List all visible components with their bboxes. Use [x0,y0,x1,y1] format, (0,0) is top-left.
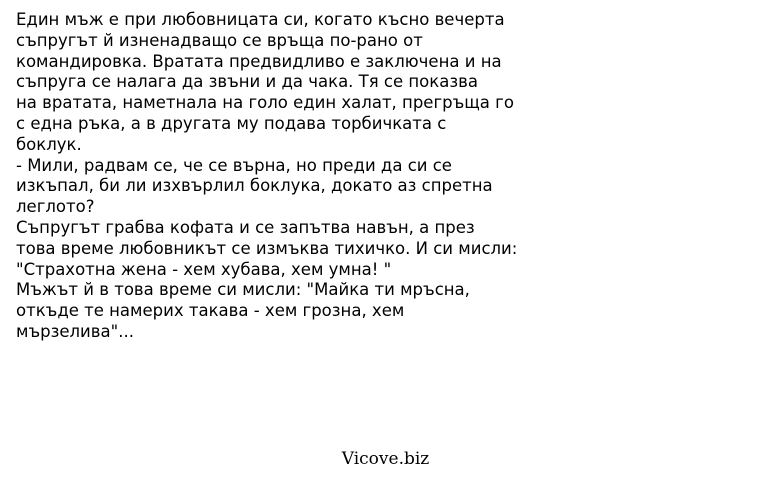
joke-line: съпругът й изненадващо се връща по-рано от [16,30,423,50]
joke-line: командировка. Вратата предвидливо е заключена и на [16,51,502,71]
joke-line: Мъжът й в това време си мисли: "Майка ти мръсна, [16,280,470,300]
joke-line: мързелива"... [16,321,134,341]
joke-line: откъде те намерих такава - хем грозна, хем [16,301,405,321]
joke-line: "Страхотна жена - хем хубава, хем умна! " [16,259,392,279]
joke-line: това време любовникът се измъква тихичко. И си мисли: [16,238,518,258]
joke-line: Един мъж е при любовницата си, когато късно вечерта [16,10,505,29]
site-watermark: Vicove.biz [341,449,430,469]
joke-line: на вратата, наметнала на голо един халат, прегръща го [16,93,514,113]
joke-line: Съпругът грабва кофата и се запътва навън, а през [16,217,475,237]
joke-line: боклук. [16,134,82,154]
joke-line: леглото? [16,197,95,217]
joke-text [16,10,761,343]
joke-line: с една ръка, а в другата му подава торбичката с [16,113,447,133]
joke-line: съпруга се налага да звъни и да чака. Тя се показва [16,72,478,92]
joke-line: - Мили, радвам се, че се върна, но преди да си се [16,155,452,175]
joke-line: изкъпал, би ли изхвърлил боклука, докато аз спретна [16,176,493,196]
